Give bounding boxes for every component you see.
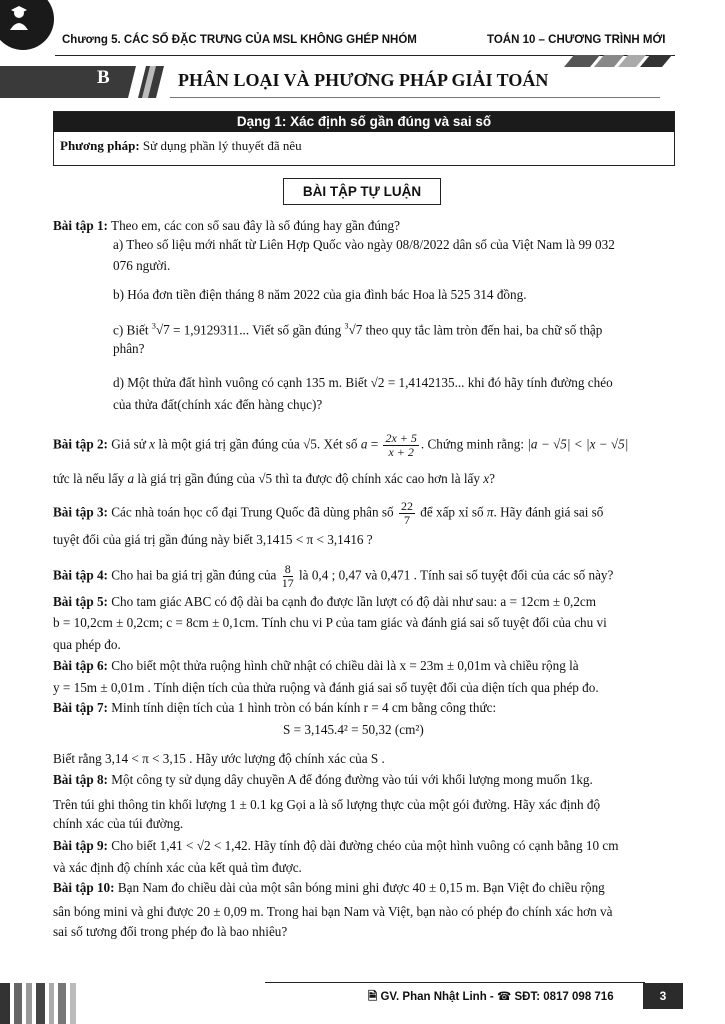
exercise-label: Bài tập 10: xyxy=(53,880,115,895)
text: Một công ty sử dụng dây chuyền A để đóng đường vào túi với khối lượng mong muốn 1kg. xyxy=(111,772,593,787)
text: tức là nếu lấy xyxy=(53,471,125,486)
exercise-label: Bài tập 7: xyxy=(53,700,108,715)
text: là 0,4 ; 0,47 và 0,471 . Tính sai số tuyệt đối của các số này? xyxy=(299,567,614,583)
text: Minh tính diện tích của 1 hình tròn có bán kính r = 4 cm bằng công thức: xyxy=(111,700,497,715)
logo xyxy=(0,0,54,50)
course-title: TOÁN 10 – CHƯƠNG TRÌNH MỚI xyxy=(487,34,666,46)
exercise-10-line1 xyxy=(53,879,605,897)
exercise-9-line2: và xác định độ chính xác của kết quả tìm được. xyxy=(53,860,302,875)
sqrt-5: √5 xyxy=(258,471,273,486)
cube-root-7: $^3$√7 xyxy=(151,322,170,338)
text: Cho hai ba giá trị gần đúng của xyxy=(111,567,277,583)
exercise-2-line1: Bài tập 2: Giả sử x là một giá trị gần đúng của √5. Xét số a = $\frac{2x + 5}{x + 2}$ . Chứng minh rằng: |a − √5| < |x − √5| xyxy=(53,431,629,459)
text: Viết số gần đúng xyxy=(252,322,342,338)
exercise-7-line2: Biết rằng 3,14 < π < 3,15 . Hãy ước lượng độ chính xác của S . xyxy=(53,751,385,766)
text: c) Biết xyxy=(113,322,149,338)
exercise-8-line3: chính xác của túi đường. xyxy=(53,816,184,831)
text: Cho biết 1,41 < √2 < 1,42. Hãy tính độ dài đường chéo của một hình vuông có cạnh bằng 10 cm xyxy=(111,838,619,853)
exercise-1a-line2: 076 người. xyxy=(113,258,171,273)
text: để xấp xỉ số xyxy=(420,504,484,520)
text: . Xét số xyxy=(316,436,358,452)
exercise-4 xyxy=(53,563,613,590)
exercise-1 xyxy=(53,217,400,235)
text: theo quy tắc làm tròn đến hai, ba chữ số thập xyxy=(365,322,603,338)
exercise-label: Bài tập 3: xyxy=(53,504,108,520)
var-a: a xyxy=(360,436,368,452)
exercise-1a-line1: a) Theo số liệu mới nhất từ Liên Hợp Quốc vào ngày 08/8/2022 dân số của Việt Nam là 99 032 xyxy=(113,237,615,252)
text: là giá trị gần đúng của xyxy=(137,471,255,486)
exercise-5-line3: qua phép đo. xyxy=(53,637,121,652)
section-stripes xyxy=(122,66,172,98)
exercise-label: Bài tập 1: xyxy=(53,218,108,233)
footer-divider xyxy=(265,982,645,983)
text: Cho tam giác ABC có độ dài ba cạnh đo được lần lượt có độ dài như sau: a = 12cm ± 0,2cm xyxy=(111,594,597,609)
exercise-10-line3: sai số tương đối trong phép đo là bao nhiêu? xyxy=(53,924,288,939)
text: Giả sử xyxy=(111,436,146,452)
text: = 1,9129311... xyxy=(172,322,250,338)
sqrt-5: √5 xyxy=(303,436,317,452)
exercise-6-line2: y = 15m ± 0,01m . Tính diện tích của thửa ruộng và đánh giá sai số tuyệt đối của diện tích qua phép đo. xyxy=(53,680,599,695)
fraction: $\frac{2x + 5}{x + 2}$ xyxy=(385,431,417,459)
page-number: 3 xyxy=(643,983,683,1009)
text: = 1,4142135... xyxy=(387,375,465,390)
method-label: Phương pháp: xyxy=(60,138,140,153)
text: . Hãy đánh giá sai số xyxy=(493,504,604,520)
footer-author xyxy=(368,989,614,1008)
pi: π xyxy=(486,504,494,520)
var-a: a xyxy=(127,471,135,486)
exercise-3-line2: tuyệt đối của giá trị gần đúng này biết 3,1415 < π < 3,1416 ? xyxy=(53,532,373,547)
exercise-8-line2: Trên túi ghi thông tin khối lượng 1 ± 0.1 kg Gọi a là số lượng thực của một gói đường. Hãy xác định độ xyxy=(53,797,601,812)
exercise-5-line2: b = 10,2cm ± 0,2cm; c = 8cm ± 0,1cm. Tính chu vi P của tam giác và đánh giá sai số tuyệt đối của chu vi xyxy=(53,615,607,630)
inequality: |a − √5| < |x − √5| xyxy=(527,436,629,452)
text: Các nhà toán học cổ đại Trung Quốc đã dùng phân số xyxy=(111,504,394,520)
method-row xyxy=(54,132,674,160)
author-phone: SĐT: 0817 098 716 xyxy=(514,991,614,1003)
type-box xyxy=(53,111,675,166)
author-name: GV. Phan Nhật Linh - xyxy=(380,991,494,1003)
exercise-label: Bài tập 5: xyxy=(53,594,108,609)
exercise-8-line1 xyxy=(53,771,593,789)
text: ? xyxy=(489,471,495,486)
section-title: PHÂN LOẠI VÀ PHƯƠNG PHÁP GIẢI TOÁN xyxy=(178,70,549,90)
text: là một giá trị gần đúng của xyxy=(158,436,300,452)
exercise-label: Bài tập 9: xyxy=(53,838,108,853)
type-title: Dạng 1: Xác định số gần đúng và sai số xyxy=(54,112,674,132)
exercise-3-line1 xyxy=(53,500,603,527)
exercise-1b: b) Hóa đơn tiền điện tháng 8 năm 2022 của gia đình bác Hoa là 525 314 đồng. xyxy=(113,287,527,302)
exercise-1c-line1 xyxy=(113,318,602,339)
exercise-7-formula: S = 3,145.4² = 50,32 (cm²) xyxy=(283,722,424,737)
exercise-5-line1 xyxy=(53,593,596,611)
text: Cho biết một thửa ruộng hình chữ nhật có chiều dài là x = 23m ± 0,01m và chiều rộng là xyxy=(111,658,579,673)
exercise-7-line1 xyxy=(53,699,496,717)
phone-icon: ☎ xyxy=(496,991,512,1003)
exercise-text: Theo em, các con số sau đây là số đúng hay gần đúng? xyxy=(111,218,400,233)
var-x: x xyxy=(483,471,490,486)
text: Bạn Nam đo chiều dài của một sân bóng mini ghi được 40 ± 0,15 m. Bạn Việt đo chiều rộng xyxy=(117,880,605,895)
text: d) Một thửa đất hình vuông có cạnh 135 m. Biết xyxy=(113,375,368,390)
section-letter: B xyxy=(97,67,110,88)
var-x: x xyxy=(149,436,156,452)
exercise-label: Bài tập 2: xyxy=(53,436,108,452)
exercise-label: Bài tập 8: xyxy=(53,772,108,787)
exercise-10-line2: sân bóng mini và ghi được 20 ± 0,09 m. Trong hai bạn Nam và Việt, bạn nào có phép đo chính xác hơn và xyxy=(53,904,613,919)
exercise-label: Bài tập 6: xyxy=(53,658,108,673)
text: thì ta được độ chính xác cao hơn là lấy xyxy=(275,471,480,486)
fraction: $\frac{8}{17}$ xyxy=(281,562,294,590)
exercise-1d-line1 xyxy=(113,374,613,392)
chapter-title: Chương 5. CÁC SỐ ĐẶC TRƯNG CỦA MSL KHÔNG GHÉP NHÓM xyxy=(62,34,417,46)
exercise-2-line2 xyxy=(53,470,495,488)
cube-root-7: $^3$√7 xyxy=(344,322,363,338)
graduate-icon xyxy=(8,6,30,30)
exercise-heading: BÀI TẬP TỰ LUẬN xyxy=(283,178,441,205)
sqrt-2: √2 xyxy=(370,375,385,390)
section-underline xyxy=(170,97,660,98)
footer-stripes xyxy=(0,983,110,1024)
method-text: Sử dụng phần lý thuyết đã nêu xyxy=(142,138,302,153)
exercise-9-line1 xyxy=(53,837,619,855)
document-icon: 🗎 xyxy=(368,991,378,1003)
header-stripes xyxy=(560,55,680,67)
text: khi đó hãy tính đường chéo xyxy=(467,375,613,390)
exercise-6-line1 xyxy=(53,657,579,675)
exercise-label: Bài tập 4: xyxy=(53,567,108,583)
fraction: $\frac{22}{7}$ xyxy=(400,499,413,527)
exercise-1d-line2: của thửa đất(chính xác đến hàng chục)? xyxy=(113,397,323,412)
exercise-1c-line2: phân? xyxy=(113,341,145,356)
text: . Chứng minh rằng: xyxy=(420,436,524,452)
